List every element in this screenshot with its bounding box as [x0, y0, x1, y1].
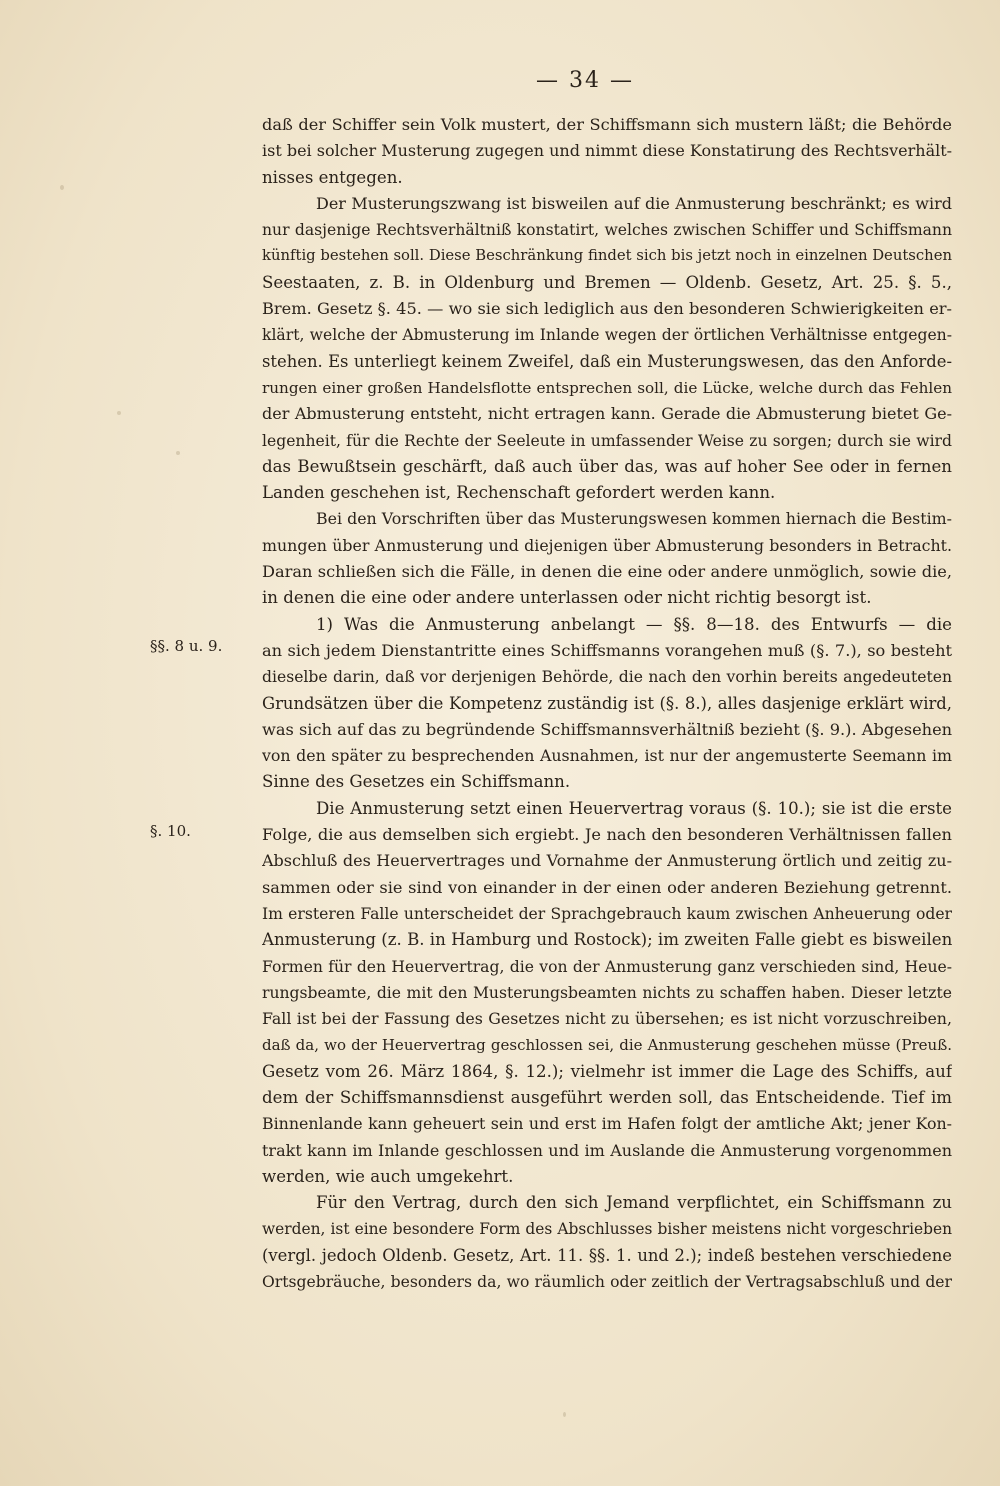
- text-line: künftig bestehen soll. Diese Beschränkung findet sich bis jetzt noch in einzelnen Deutschen: [262, 247, 952, 265]
- text-line: daß der Schiffer sein Volk mustert, der Schiffsmann sich mustern läßt; die Behörde: [262, 115, 952, 134]
- text-line: rungsbeamte, die mit den Musterungsbeamten nichts zu schaffen haben. Dieser letzte: [262, 983, 952, 1002]
- text-line: Daran schließen sich die Fälle, in denen die eine oder andere unmöglich, sowie die,: [262, 562, 952, 582]
- paper-spot: [563, 1412, 566, 1417]
- page-number: — 34 —: [536, 68, 634, 93]
- text-line: rungen einer großen Handelsflotte entsprechen soll, die Lücke, welche durch das Fehlen: [262, 378, 952, 397]
- text-line: ist bei solcher Musterung zugegen und nimmt diese Konstatirung des Rechtsverhält-: [262, 141, 952, 161]
- text-line: dieselbe darin, daß vor derjenigen Behörde, die nach den vorhin bereits angedeuteten: [262, 668, 952, 687]
- text-line: Fall ist bei der Fassung des Gesetzes nicht zu übersehen; es ist nicht vorzuschreiben,: [262, 1009, 952, 1029]
- text-line: Formen für den Heuervertrag, die von der Anmusterung ganz verschieden sind, Heue-: [262, 957, 952, 976]
- text-line: Für den Vertrag, durch den sich Jemand verpflichtet, ein Schiffsmann zu: [316, 1193, 952, 1213]
- text-line: Bei den Vorschriften über das Musterungswesen kommen hiernach die Bestim-: [316, 509, 952, 529]
- text-line: Gesetz vom 26. März 1864, §. 12.); vielmehr ist immer die Lage des Schiffs, auf: [262, 1061, 952, 1081]
- margin-note-paragraph-10: §. 10.: [150, 822, 191, 840]
- text-line: werden, wie auch umgekehrt.: [262, 1166, 514, 1186]
- text-line: Grundsätzen über die Kompetenz zuständig ist (§. 8.), alles dasjenige erklärt wird,: [262, 693, 952, 713]
- text-line: dem der Schiffsmannsdienst ausgeführt werden soll, das Entscheidende. Tief im: [262, 1087, 952, 1107]
- text-line: Anmusterung (z. B. in Hamburg und Rostock); im zweiten Falle giebt es bisweilen: [262, 930, 952, 950]
- text-line: Ortsgebräuche, besonders da, wo räumlich oder zeitlich der Vertragsabschluß und der: [262, 1273, 952, 1292]
- paper-spot: [60, 185, 64, 190]
- text-line: Sinne des Gesetzes ein Schiffsmann.: [262, 772, 571, 792]
- text-line: legenheit, für die Rechte der Seeleute in umfassender Weise zu sorgen; durch sie wird: [262, 431, 952, 450]
- text-line: Folge, die aus demselben sich ergiebt. Je nach den besonderen Verhältnissen fallen: [262, 825, 952, 845]
- text-line: daß da, wo der Heuervertrag geschlossen sei, die Anmusterung geschehen müsse (Preuß.: [262, 1036, 952, 1055]
- text-line: klärt, welche der Abmusterung im Inlande wegen der örtlichen Verhältnisse entgegen-: [262, 326, 952, 345]
- text-line: nisses entgegen.: [262, 167, 403, 187]
- text-line: Die Anmusterung setzt einen Heuervertrag voraus (§. 10.); sie ist die erste: [316, 798, 952, 818]
- text-line: 1) Was die Anmusterung anbelangt — §§. 8—18. des Entwurfs — die: [316, 614, 952, 634]
- text-line: was sich auf das zu begründende Schiffsmannsverhältniß bezieht (§. 9.). Abgesehen: [262, 719, 952, 739]
- text-line: sammen oder sie sind von einander in der einen oder anderen Beziehung getrennt.: [262, 877, 952, 897]
- text-line: Abschluß des Heuervertrages und Vornahme der Anmusterung örtlich und zeitig zu-: [262, 851, 952, 871]
- paper-spot: [117, 411, 121, 415]
- text-line: Binnenlande kann geheuert sein und erst im Hafen folgt der amtliche Akt; jener Kon-: [262, 1114, 952, 1134]
- margin-note-paragraphs-8-9: §§. 8 u. 9.: [150, 637, 223, 655]
- text-line: nur dasjenige Rechtsverhältniß konstatirt, welches zwischen Schiffer und Schiffsmann: [262, 221, 952, 240]
- text-line: Im ersteren Falle unterscheidet der Sprachgebrauch kaum zwischen Anheuerung oder: [262, 904, 952, 923]
- text-line: Brem. Gesetz §. 45. — wo sie sich lediglich aus den besonderen Schwierigkeiten er-: [262, 299, 952, 319]
- body-text: [262, 112, 952, 1295]
- paper-spot: [176, 451, 180, 455]
- text-line: Landen geschehen ist, Rechenschaft gefordert werden kann.: [262, 483, 776, 503]
- text-line: mungen über Anmusterung und diejenigen über Abmusterung besonders in Betracht.: [262, 535, 952, 555]
- text-line: der Abmusterung entsteht, nicht ertragen kann. Gerade die Abmusterung bietet Ge-: [262, 404, 952, 424]
- text-line: in denen die eine oder andere unterlassen oder nicht richtig besorgt ist.: [262, 588, 872, 608]
- text-line: werden, ist eine besondere Form des Abschlusses bisher meistens nicht vorgeschrieben: [262, 1220, 952, 1239]
- text-line: stehen. Es unterliegt keinem Zweifel, daß ein Musterungswesen, das den Anforde-: [262, 351, 952, 371]
- text-line: Der Musterungszwang ist bisweilen auf die Anmusterung beschränkt; es wird: [316, 193, 952, 213]
- text-line: an sich jedem Dienstantritte eines Schiffsmanns vorangehen muß (§. 7.), so besteht: [262, 640, 952, 660]
- text-line: trakt kann im Inlande geschlossen und im Auslande die Anmusterung vorgenommen: [262, 1140, 952, 1160]
- text-line: (vergl. jedoch Oldenb. Gesetz, Art. 11. §§. 1. und 2.); indeß bestehen verschiedene: [262, 1245, 952, 1265]
- text-line: Seestaaten, z. B. in Oldenburg und Bremen — Oldenb. Gesetz, Art. 25. §. 5.,: [262, 272, 952, 292]
- text-line: von den später zu besprechenden Ausnahmen, ist nur der angemusterte Seemann im: [262, 746, 952, 766]
- text-line: das Bewußtsein geschärft, daß auch über das, was auf hoher See oder in fernen: [262, 456, 952, 476]
